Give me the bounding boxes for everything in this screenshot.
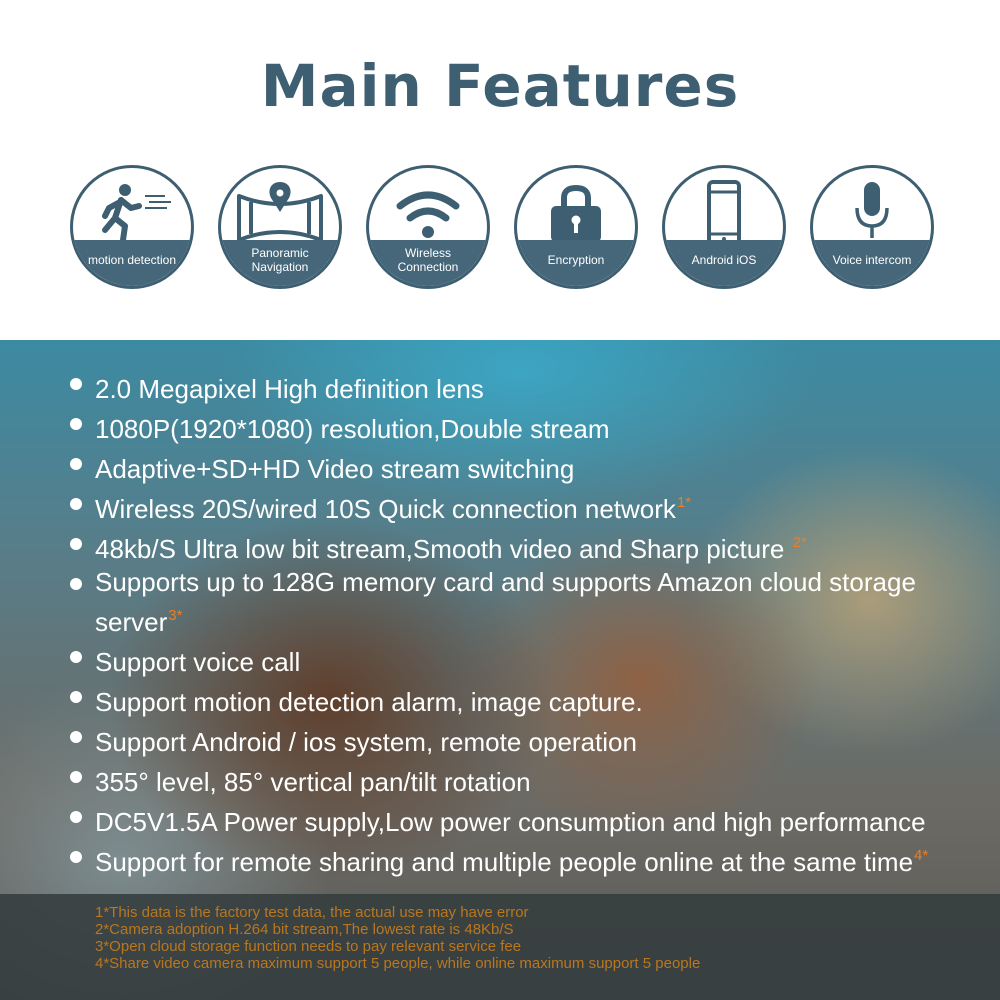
feature-label: Wireless Connection [369, 240, 487, 286]
bullet-icon [70, 811, 82, 823]
bullet-icon [70, 731, 82, 743]
page-title: Main Features [260, 52, 740, 120]
feature-voice-intercom [810, 165, 934, 289]
feature-wireless-connection [366, 165, 490, 289]
list-item: Wireless 20S/wired 10S Quick connection network$^{1*}$ [70, 486, 970, 526]
running-man-icon [73, 168, 191, 250]
feature-list [70, 366, 970, 879]
bullet-icon [70, 538, 82, 550]
bullet-icon [70, 498, 82, 510]
smartphone-icon [665, 168, 783, 250]
features-section [0, 340, 1000, 1000]
microphone-icon [813, 168, 931, 250]
feature-label: Panoramic Navigation [221, 240, 339, 286]
footnote-list [95, 904, 700, 972]
bullet-icon [70, 851, 82, 863]
bullet-icon [70, 651, 82, 663]
bullet-icon [70, 578, 82, 590]
bullet-icon [70, 691, 82, 703]
feature-label: Android iOS [665, 240, 783, 286]
bullet-icon [70, 378, 82, 390]
list-item: 1080P(1920*1080) resolution,Double stream [70, 406, 970, 446]
footnote: 3*Open cloud storage function needs to pay relevant service fee [95, 938, 522, 955]
list-item: 48kb/S Ultra low bit stream,Smooth video and Sharp picture $^{2*}$ [70, 526, 970, 566]
footnote-marker: 3* [168, 607, 183, 624]
feature-label: motion detection [73, 240, 191, 286]
list-item: 355° level, 85° vertical pan/tilt rotation [70, 759, 970, 799]
footnote: 2*Camera adoption H.264 bit stream,The lowest rate is 48Kb/S [95, 921, 514, 938]
bullet-icon [70, 458, 82, 470]
feature-motion-detection [70, 165, 194, 289]
list-item: Support Android / ios system, remote operation [70, 719, 970, 759]
list-item: 2.0 Megapixel High definition lens [70, 366, 970, 406]
list-item: Support for remote sharing and multiple people online at the same time$^{4*}$ [70, 839, 970, 879]
panoramic-icon [221, 168, 339, 250]
feature-label: Encryption [517, 240, 635, 286]
footnote-marker: 1* [676, 494, 692, 511]
bullet-icon [70, 418, 82, 430]
list-item: Support motion detection alarm, image capture. [70, 679, 970, 719]
footnote-marker: 4* [914, 847, 929, 864]
feature-android-ios [662, 165, 786, 289]
list-item: Adaptive+SD+HD Video stream switching [70, 446, 970, 486]
feature-label: Voice intercom [813, 240, 931, 286]
footnote: 4*Share video camera maximum support 5 people, while online maximum support 5 people [95, 955, 701, 972]
footnotes-panel [0, 894, 1000, 1000]
list-item: Support voice call [70, 639, 970, 679]
footnote-marker: 2* [792, 534, 807, 551]
footnote: 1*This data is the factory test data, the actual use may have error [95, 904, 529, 921]
list-item: DC5V1.5A Power supply,Low power consumption and high performance [70, 799, 970, 839]
feature-encryption [514, 165, 638, 289]
feature-icons-row [70, 165, 950, 295]
feature-panoramic-navigation [218, 165, 342, 289]
wifi-icon [369, 168, 487, 250]
bullet-icon [70, 771, 82, 783]
lock-icon [517, 168, 635, 250]
list-item: Supports up to 128G memory card and supports Amazon cloud storage server$^{3*}$ [70, 566, 970, 639]
header-section [0, 0, 1000, 340]
